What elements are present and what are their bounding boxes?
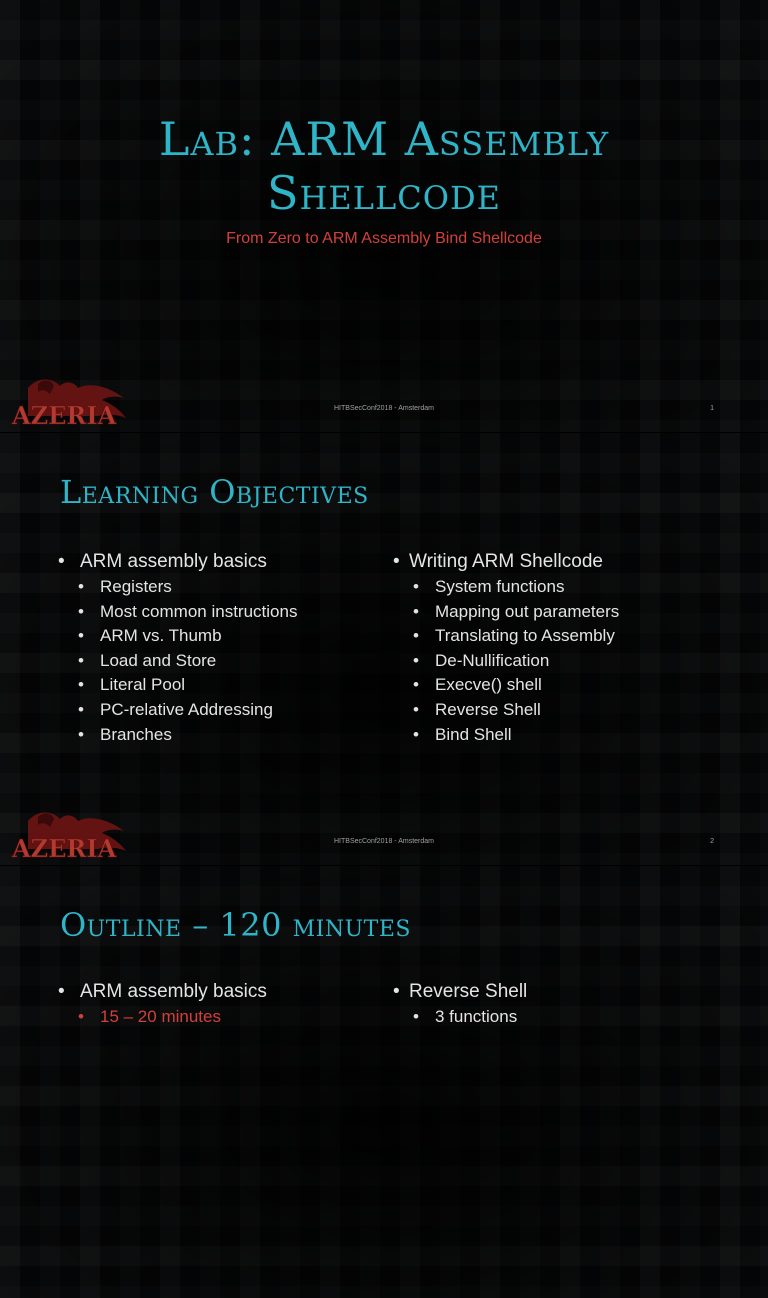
list-item: • Branches xyxy=(78,724,172,744)
list-item: • De-Nullification xyxy=(413,650,550,670)
title-line-2: Shellcode xyxy=(266,166,501,220)
title-line-1: Lab: ARM Assembly xyxy=(158,112,610,166)
list-item: • Registers xyxy=(78,577,172,596)
list-item: • Translating to Assembly xyxy=(413,626,615,646)
right-heading: • Writing ARM Shellcode xyxy=(393,551,603,572)
logo-text: AZERIA xyxy=(12,834,117,863)
list-item: • PC-relative Addressing xyxy=(78,699,273,719)
slide-3-title: Outline – 120 minutes xyxy=(60,906,411,944)
slide-3 xyxy=(0,866,768,1298)
left-heading: • ARM assembly basics xyxy=(58,551,267,572)
slide-1-footer: HITBSecConf2018 - Amsterdam xyxy=(334,405,434,412)
list-item: • Literal Pool xyxy=(78,675,186,695)
slide-2-page-number: 2 xyxy=(710,838,714,845)
list-item: • ARM vs. Thumb xyxy=(78,626,222,646)
left-column xyxy=(58,549,378,747)
left-column xyxy=(58,979,378,1030)
logo-text: AZERIA xyxy=(12,401,117,430)
list-item: • Mapping out parameters xyxy=(413,601,620,621)
right-column xyxy=(393,549,753,747)
list-item: • Most common instructions xyxy=(78,601,298,621)
slide-1 xyxy=(0,0,768,432)
right-column xyxy=(393,979,753,1030)
slide-1-subtitle: From Zero to ARM Assembly Bind Shellcode xyxy=(226,230,542,247)
slide-2 xyxy=(0,433,768,865)
slide-1-page-number: 1 xyxy=(710,405,714,412)
list-item: • 15 – 20 minutes xyxy=(78,1007,221,1026)
slide-2-title: Learning Objectives xyxy=(60,473,369,511)
azeria-logo-icon xyxy=(8,807,130,863)
azeria-logo-icon xyxy=(8,374,130,430)
list-item: • System functions xyxy=(413,577,565,596)
list-item: • Load and Store xyxy=(78,650,217,670)
list-item: • Bind Shell xyxy=(413,724,512,744)
list-item: • Execve() shell xyxy=(413,675,542,695)
list-item: • Reverse Shell xyxy=(413,699,541,719)
left-heading: • ARM assembly basics xyxy=(58,981,267,1002)
list-item: • 3 functions xyxy=(413,1007,518,1026)
right-heading: • Reverse Shell xyxy=(393,981,528,1002)
slide-2-footer: HITBSecConf2018 - Amsterdam xyxy=(334,838,434,845)
slide-1-title xyxy=(0,112,768,220)
